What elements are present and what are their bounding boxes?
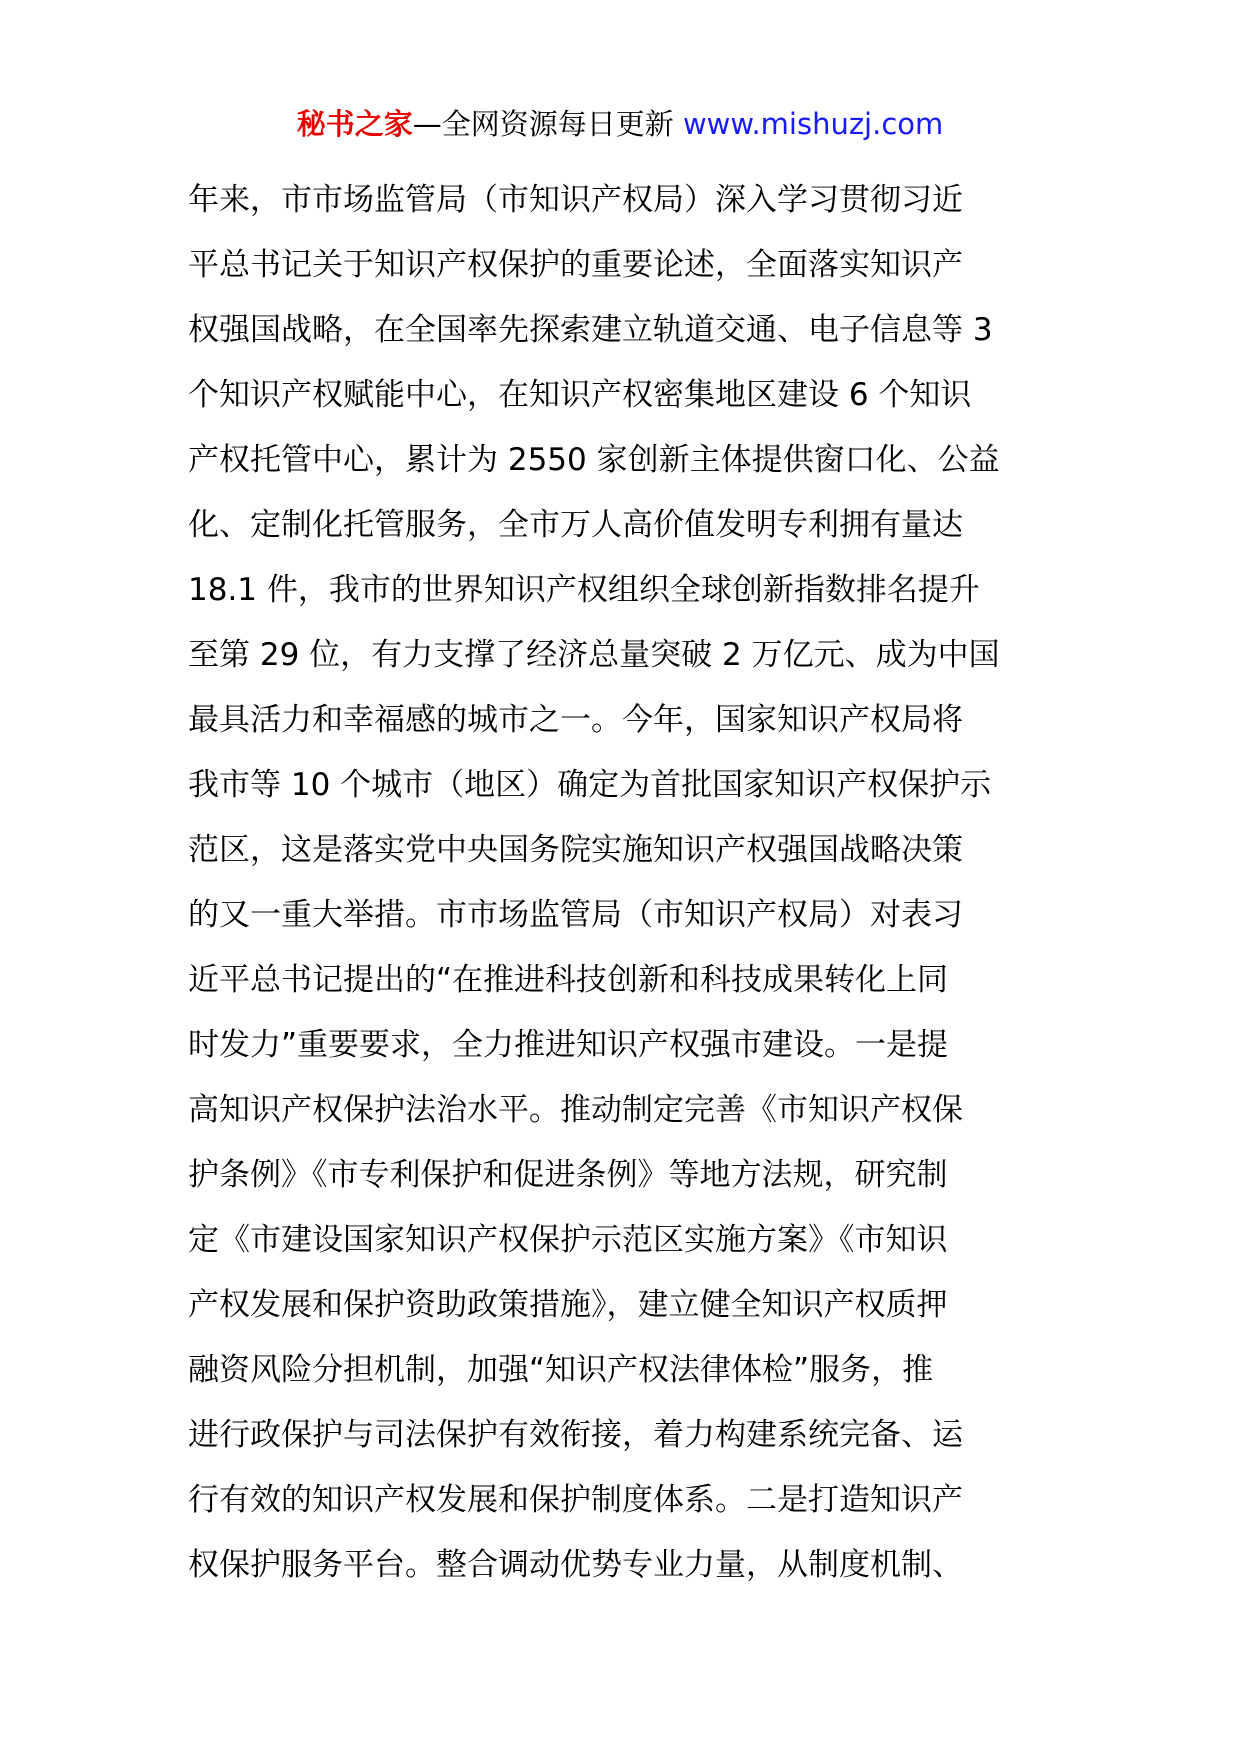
text-line: 时发力”重要要求，全力推进知识产权强市建设。一是提 bbox=[188, 1027, 949, 1063]
text-line: 平总书记关于知识产权保护的重要论述，全面落实知识产 bbox=[188, 247, 963, 283]
text-line: 个知识产权赋能中心，在知识产权密集地区建设 6 个知识 bbox=[188, 377, 972, 413]
text-line: 护条例》《市专利保护和促进条例》等地方法规，研究制 bbox=[188, 1157, 948, 1193]
page-header bbox=[0, 104, 1240, 144]
text-line: 权保护服务平台。整合调动优势专业力量，从制度机制、 bbox=[188, 1547, 963, 1583]
text-line: 行有效的知识产权发展和保护制度体系。二是打造知识产 bbox=[188, 1482, 963, 1518]
text-line: 的又一重大举措。市市场监管局（市知识产权局）对表习 bbox=[188, 897, 963, 933]
text-line: 融资风险分担机制，加强“知识产权法律体检”服务，推 bbox=[188, 1352, 934, 1388]
text-line: 化、定制化托管服务，全市万人高价值发明专利拥有量达 bbox=[188, 507, 963, 543]
text-line: 产权托管中心，累计为 2550 家创新主体提供窗口化、公益 bbox=[188, 442, 1000, 478]
text-line: 权强国战略，在全国率先探索建立轨道交通、电子信息等 3 bbox=[188, 312, 993, 348]
text-line: 至第 29 位，有力支撑了经济总量突破 2 万亿元、成为中国 bbox=[188, 637, 1000, 673]
text-line: 范区，这是落实党中央国务院实施知识产权强国战略决策 bbox=[188, 832, 963, 868]
text-line: 产权发展和保护资助政策措施》，建立健全知识产权质押 bbox=[188, 1287, 948, 1323]
text-line: 年来，市市场监管局（市知识产权局）深入学习贯彻习近 bbox=[188, 182, 963, 218]
header-tagline: —全网资源每日更新 bbox=[412, 107, 674, 141]
text-line: 我市等 10 个城市（地区）确定为首批国家知识产权保护示 bbox=[188, 767, 992, 803]
text-line: 定《市建设国家知识产权保护示范区实施方案》《市知识 bbox=[188, 1222, 948, 1258]
brand-name: 秘书之家 bbox=[296, 107, 413, 141]
body-paragraph bbox=[188, 168, 1068, 1598]
text-line: 进行政保护与司法保护有效衔接，着力构建系统完备、运 bbox=[188, 1417, 963, 1453]
text-line: 高知识产权保护法治水平。推动制定完善《市知识产权保 bbox=[188, 1092, 963, 1128]
text-line: 近平总书记提出的“在推进科技创新和科技成果转化上同 bbox=[188, 962, 949, 998]
site-url-link[interactable]: www.mishuzj.com bbox=[682, 107, 944, 141]
text-line: 18.1 件，我市的世界知识产权组织全球创新指数排名提升 bbox=[188, 572, 980, 608]
text-line: 最具活力和幸福感的城市之一。今年，国家知识产权局将 bbox=[188, 702, 963, 738]
